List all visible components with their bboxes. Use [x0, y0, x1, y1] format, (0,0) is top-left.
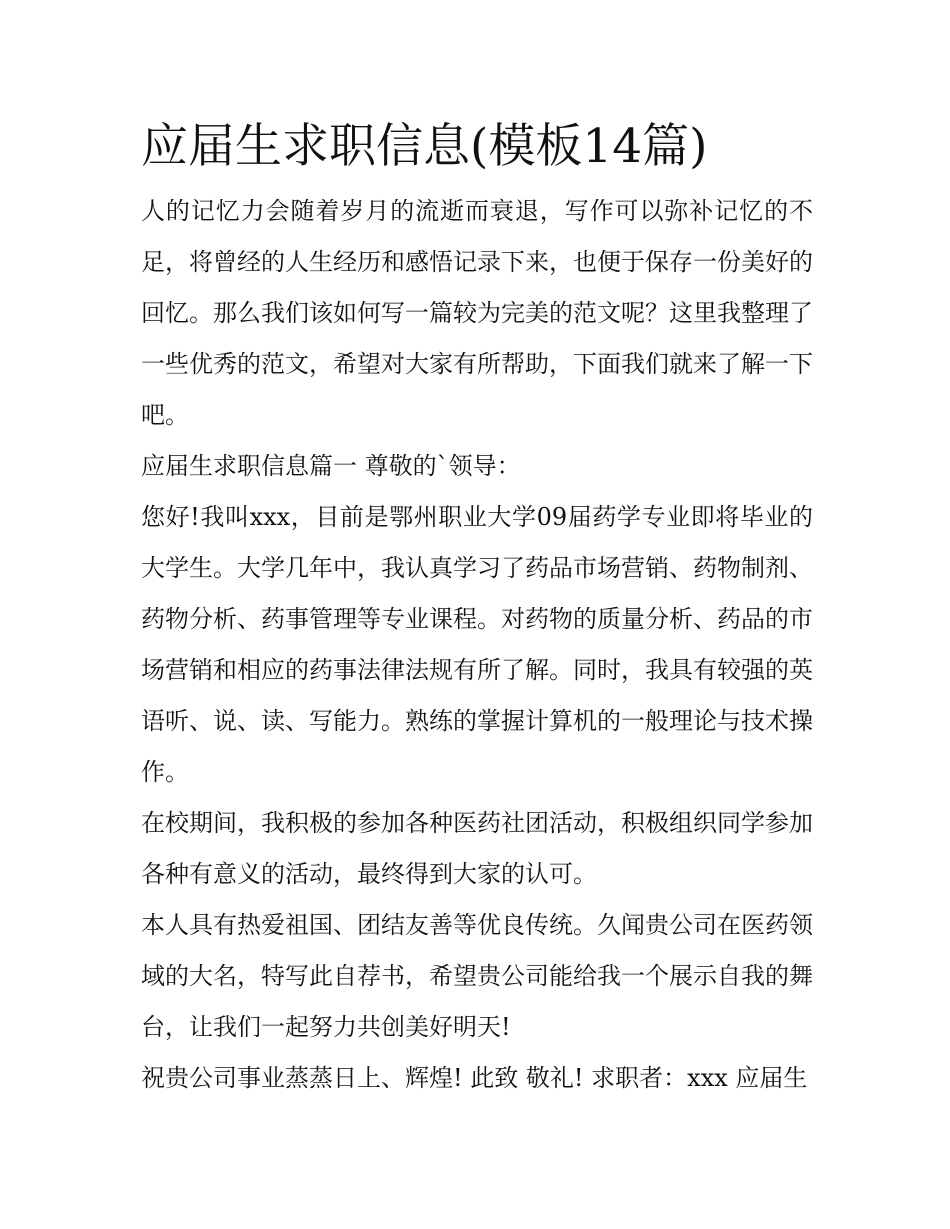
- document-title: 应届生求职信息(模板14篇): [141, 119, 708, 174]
- personal-qualities-paragraph: 本人具有热爱祖国、团结友善等优良传统。久闻贵公司在医药领域的大名，特写此自荐书，希望贵公司能给我一个展示自我的舞台，让我们一起努力共创美好明天!: [141, 911, 813, 1041]
- self-introduction-paragraph: 您好!我叫xxx，目前是鄂州职业大学09届药学专业即将毕业的大学生。大学几年中，我认真学习了药品市场营销、药物制剂、药物分析、药事管理等专业课程。对药物的质量分析、药品的市场营销和相应的药事法律法规有所了解。同时，我具有较强的英语听、说、读、写能力。熟练的掌握计算机的一般理论与技术操作。: [141, 503, 813, 786]
- intro-paragraph: 人的记忆力会随着岁月的流逝而衰退，写作可以弥补记忆的不足，将曾经的人生经历和感悟记录下来，也便于保存一份美好的回忆。那么我们该如何写一篇较为完美的范文呢？这里我整理了一些优秀的范文，希望对大家有所帮助，下面我们就来了解一下吧。: [141, 197, 813, 429]
- closing-paragraph: 祝贵公司事业蒸蒸日上、辉煌! 此致 敬礼! 求职者：xxx 应届生: [141, 1064, 808, 1092]
- section-heading-paragraph: 应届生求职信息篇一 尊敬的`领导：: [141, 452, 521, 480]
- document-page: [141, 110, 813, 1104]
- school-activities-paragraph: 在校期间，我积极的参加各种医药社团活动，积极组织同学参加各种有意义的活动，最终得到大家的认可。: [141, 809, 813, 888]
